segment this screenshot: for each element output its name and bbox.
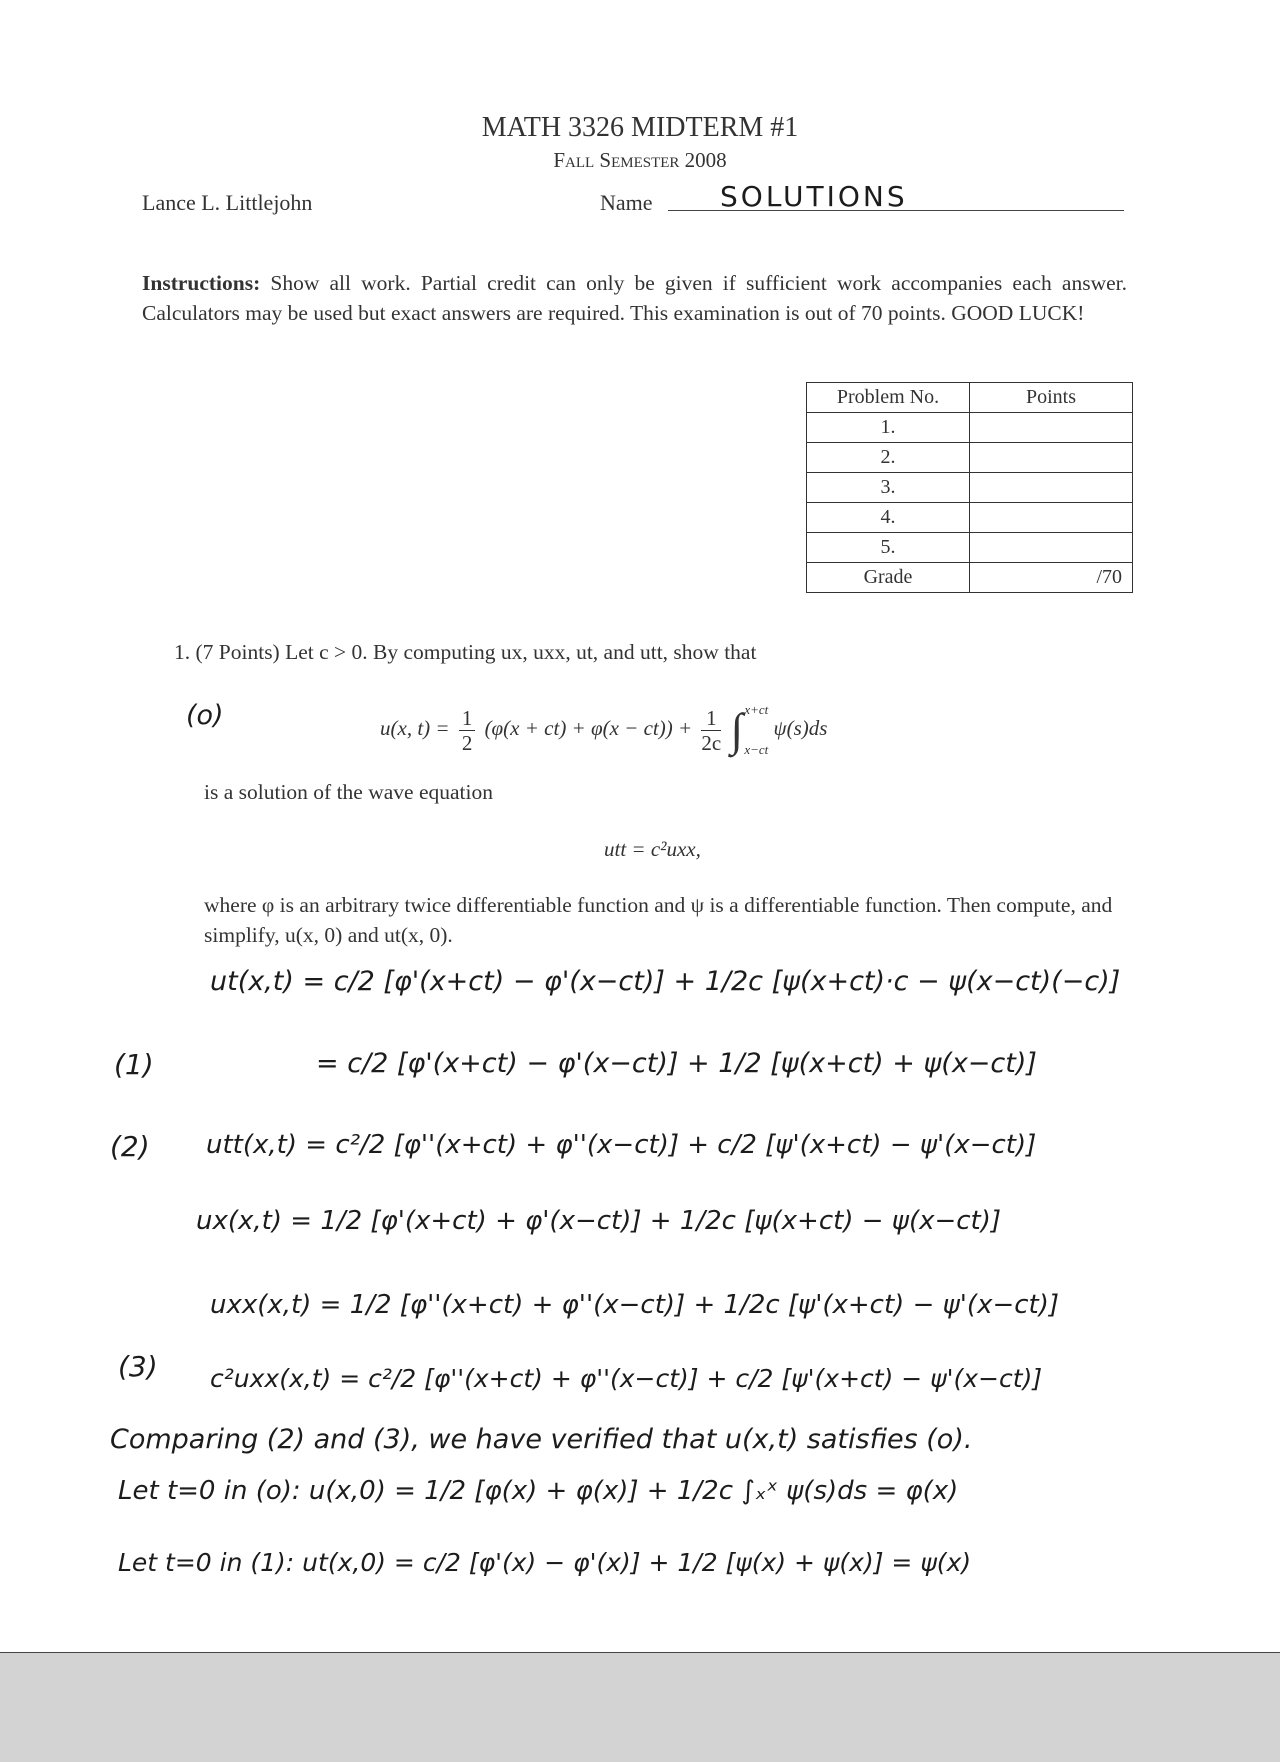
handwritten-line: Let t=0 in (o): u(x,0) = 1/2 [φ(x) + φ(x)] + 1/2c ∫ₓˣ ψ(s)ds = φ(x) bbox=[118, 1476, 959, 1506]
table-row bbox=[807, 413, 1133, 443]
eq-half-fraction: $\frac{1}{2}$ bbox=[459, 706, 476, 755]
handwritten-line: utt(x,t) = c²/2 [φ''(x+ct) + φ''(x−ct)] + c/2 [ψ'(x+ct) − ψ'(x−ct)] bbox=[206, 1130, 1037, 1160]
table-row bbox=[807, 563, 1133, 593]
table-row bbox=[807, 443, 1133, 473]
problem-cell: 3. bbox=[807, 473, 970, 503]
handwritten-label: (1) bbox=[114, 1048, 154, 1081]
exam-title: MATH 3326 MIDTERM #1 bbox=[481, 112, 799, 143]
handwritten-line: ux(x,t) = 1/2 [φ'(x+ct) + φ'(x−ct)] + 1/2c [ψ(x+ct) − ψ(x−ct)] bbox=[196, 1206, 1002, 1236]
problem-cell: 4. bbox=[807, 503, 970, 533]
points-cell bbox=[970, 413, 1133, 443]
instructions-text: Show all work. Partial credit can only be given if sufficient work accompanies each answer. Calculators may be used but exact answers are required. This examination is out of 70 points. GOOD LUCK! bbox=[142, 271, 1128, 325]
name-value: SOLUTIONS bbox=[720, 180, 908, 213]
header-problem-no: Problem No. bbox=[807, 383, 970, 413]
grade-cell: Grade bbox=[807, 563, 970, 593]
solution-text: is a solution of the wave equation bbox=[204, 780, 493, 804]
grade-table bbox=[806, 382, 1133, 593]
problem-cell: 1. bbox=[807, 413, 970, 443]
wave-equation: utt = c²uxx, bbox=[604, 837, 701, 861]
integral-upper: x+ct bbox=[744, 702, 769, 717]
eq-tail: ψ(s)ds bbox=[773, 715, 828, 740]
handwritten-line: Comparing (2) and (3), we have verified that u(x,t) satisfies (o). bbox=[110, 1424, 973, 1455]
eq-1-over-2c-fraction: $\frac{1}{2c}$ bbox=[701, 705, 722, 755]
handwritten-label: (2) bbox=[110, 1130, 150, 1163]
problem-cell: 5. bbox=[807, 533, 970, 563]
points-cell bbox=[970, 473, 1133, 503]
author-name: Lance L. Littlejohn bbox=[142, 190, 313, 215]
table-row bbox=[807, 533, 1133, 563]
integral-lower: x−ct bbox=[744, 742, 769, 757]
grade-total-cell: /70 bbox=[970, 563, 1133, 593]
handwritten-label: (3) bbox=[118, 1350, 158, 1383]
points-cell bbox=[970, 443, 1133, 473]
instructions bbox=[142, 268, 1127, 328]
solution-equation bbox=[380, 690, 827, 770]
eq-mid: (φ(x + ct) + φ(x − ct)) + bbox=[484, 715, 693, 740]
handwritten-line: uxx(x,t) = 1/2 [φ''(x+ct) + φ''(x−ct)] + 1/2c [ψ'(x+ct) − ψ'(x−ct)] bbox=[210, 1290, 1060, 1320]
handwritten-line: Let t=0 in (1): ut(x,0) = c/2 [φ'(x) − φ'(x)] + 1/2 [ψ(x) + ψ(x)] = ψ(x) bbox=[118, 1548, 972, 1577]
where-text: where φ is an arbitrary twice differentiable function and ψ is a differentiable function. Then compute, and simplify, u(x, 0) and ut(x, 0). bbox=[204, 893, 1113, 947]
problem-cell: 2. bbox=[807, 443, 970, 473]
integral-limits bbox=[744, 690, 768, 770]
table-row bbox=[807, 503, 1133, 533]
eq-lhs: u(x, t) = bbox=[380, 715, 450, 740]
handwritten-line: c²uxx(x,t) = c²/2 [φ''(x+ct) + φ''(x−ct)] + c/2 [ψ'(x+ct) − ψ'(x−ct)] bbox=[210, 1364, 1043, 1393]
points-cell bbox=[970, 503, 1133, 533]
instructions-label: Instructions: bbox=[142, 271, 261, 295]
points-cell bbox=[970, 533, 1133, 563]
scan-background bbox=[0, 1653, 1280, 1762]
handwritten-line: = c/2 [φ'(x+ct) − φ'(x−ct)] + 1/2 [ψ(x+ct) + ψ(x−ct)] bbox=[316, 1048, 1037, 1079]
equation-label-o: (o) bbox=[186, 700, 224, 731]
exam-subtitle: Fall Semester 2008 bbox=[553, 148, 727, 172]
integral-sign: ∫ bbox=[730, 704, 744, 755]
name-label: Name bbox=[600, 190, 653, 215]
handwritten-line: ut(x,t) = c/2 [φ'(x+ct) − φ'(x−ct)] + 1/2c [ψ(x+ct)·c − ψ(x−ct)(−c)] bbox=[210, 966, 1121, 997]
grade-table-header bbox=[807, 383, 1133, 413]
problem-1-statement: 1. (7 Points) Let c > 0. By computing ux, uxx, ut, and utt, show that bbox=[174, 640, 757, 664]
header-points: Points bbox=[970, 383, 1133, 413]
table-row bbox=[807, 473, 1133, 503]
